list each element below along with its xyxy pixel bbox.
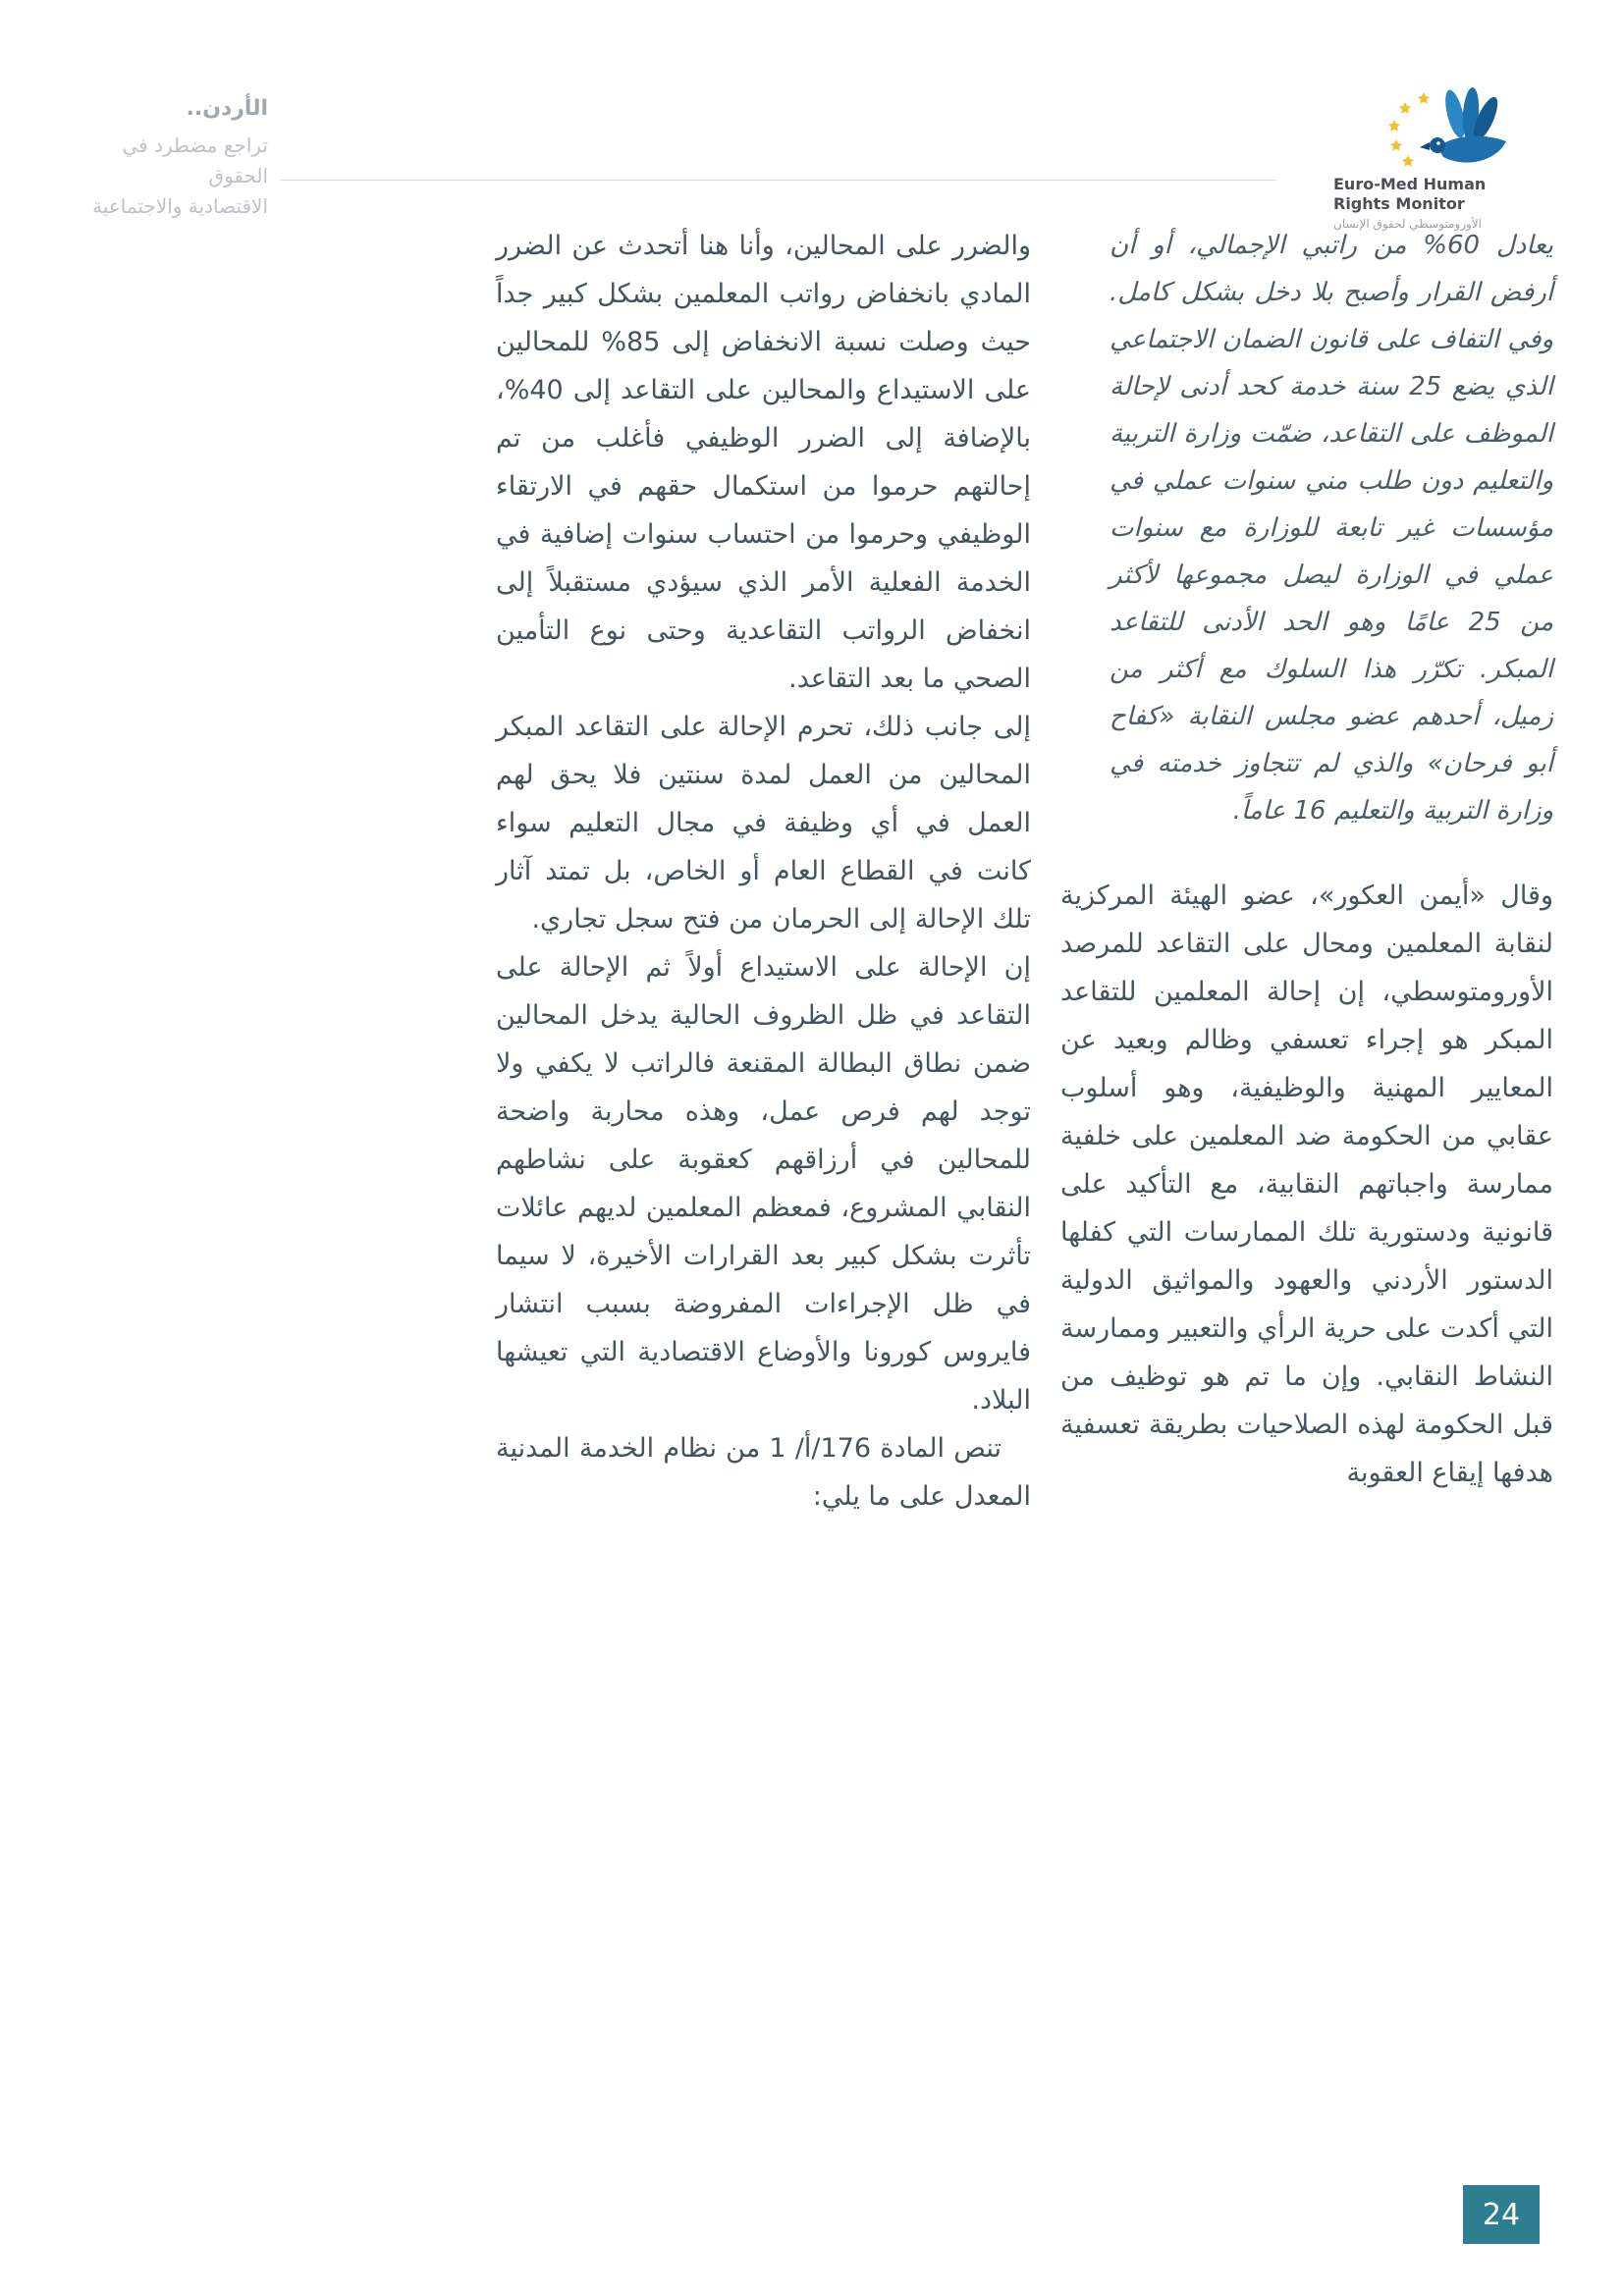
report-title-country: الأردن..: [186, 96, 268, 121]
logo-wordmark-ar: الأورومتوسطي لحقوق الإنسان: [1333, 217, 1483, 231]
body-paragraph: تنص المادة 176/أ/ 1 من نظام الخدمة المدنية المعدل على ما يلي:: [496, 1433, 1031, 1512]
dove-icon: [1420, 87, 1506, 163]
report-title-line2: تراجع مضطرد في الحقوق: [122, 133, 268, 187]
header-divider: [280, 180, 1276, 181]
report-title: [77, 96, 268, 222]
report-title-line3: الاقتصادية والاجتماعية: [92, 194, 268, 218]
body-paragraph: إن الإحالة على الاستيداع أولاً ثم الإحالة على التقاعد في ظل الظروف الحالية يدخل المحالين ضمن نطاق البطالة المقنعة فالراتب لا يكفي ولا توجد لهم فرص عمل، وهذه محاربة واضحة للمحالين في أرزاقهم كعقوبة على نشاطهم النقابي المشروع، فمعظم المعلمين لديهم عائلات تأثرت بشكل كبير بعد القرارات الأخيرة، لا سيما في ظل الإجراءات المفروضة بسبب انتشار فايروس كورونا والأوضاع الاقتصادية التي تعيشها البلاد.: [496, 952, 1031, 1415]
page-number-badge: 24: [1463, 2185, 1540, 2244]
column-right: [1060, 222, 1553, 1497]
column-left: [496, 222, 1031, 1521]
body-paragraph: إلى جانب ذلك، تحرم الإحالة على التقاعد المبكر المحالين من العمل لمدة سنتين فلا يحق لهم العمل في أي وظيفة في مجال التعليم سواء كانت في القطاع العام أو الخاص، بل تمتد آثار تلك الإحالة إلى الحرمان من فتح سجل تجاري.: [496, 712, 1031, 934]
logo-wordmark-line1: Euro-Med Human: [1333, 175, 1487, 193]
euromed-logo: [1333, 86, 1559, 231]
logo-wordmark-en: [1333, 175, 1486, 214]
body-paragraph: وقال «أيمن العكور»، عضو الهيئة المركزية لنقابة المعلمين ومحال على التقاعد للمرصد الأورومتوسطي، إن إحالة المعلمين للتقاعد المبكر هو إجراء تعسفي وظالم وبعيد عن المعايير المهنية والوظيفية، وهو أسلوب عقابي من الحكومة ضد المعلمين على خلفية ممارسة واجباتهم النقابية، مع التأكيد على قانونية ودستورية تلك الممارسات التي كفلها الدستور الأردني والعهود والمواثيق الدولية التي أكدت على حرية الرأي والتعبير وممارسة النشاط النقابي. وإن ما تم هو توظيف من قبل الحكومة لهذه الصلاحيات بطريقة تعسفية هدفها إيقاع العقوبة: [1060, 881, 1553, 1488]
pullquote: يعادل 60% من راتبي الإجمالي، أو أن أرفض القرار وأصبح بلا دخل بشكل كامل. وفي التفاف على قانون الضمان الاجتماعي الذي يضع 25 سنة خدمة كحد أدنى لإحالة الموظف على التقاعد، ضمّت وزارة التربية والتعليم دون طلب مني سنوات عملي في مؤسسات غير تابعة للوزارة مع سنوات عملي في الوزارة ليصل مجموعها لأكثر من 25 عامًا وهو الحد الأدنى للتقاعد المبكر. تكرّر هذا السلوك مع أكثر من زميل، أحدهم عضو مجلس النقابة «كفاح أبو فرحان» والذي لم تتجاوز خدمته في وزارة التربية والتعليم 16 عاماً.: [1110, 231, 1554, 826]
body-paragraph: والضرر على المحالين، وأنا هنا أتحدث عن الضرر المادي بانخفاض رواتب المعلمين بشكل كبير جداً حيث وصلت نسبة الانخفاض إلى 85% للمحالين على الاستيداع والمحالين على التقاعد إلى 40%، بالإضافة إلى الضرر الوظيفي فأغلب من تم إحالتهم حرموا من استكمال حقهم في الارتقاء الوظيفي وحرموا من احتساب سنوات إضافية في الخدمة الفعلية الأمر الذي سيؤدي مستقبلاً إلى انخفاض الرواتب التقاعدية وحتى نوع التأمين الصحي ما بعد التقاعد.: [496, 231, 1031, 694]
eu-stars-icon: [1388, 92, 1430, 167]
logo-wordmark-line2: Rights Monitor: [1333, 194, 1465, 213]
euromed-logo-icon: [1373, 86, 1520, 171]
